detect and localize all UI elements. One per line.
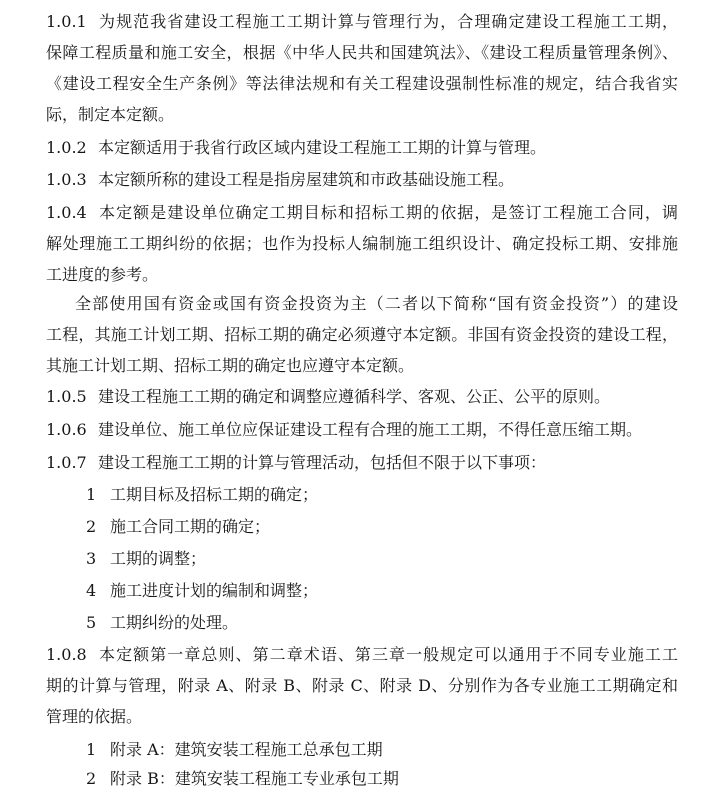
clause-number: 1.0.7 (46, 453, 87, 472)
clause-1-0-7 (46, 447, 678, 478)
clause-line: 解处理施工工期纠纷的依据；也作为投标人编制施工组织设计、确定投标工期、安排施 (46, 234, 678, 253)
clause-line: 1.0.8 本定额第一章总则、第二章术语、第三章一般规定可以通用于不同专业施工工 (46, 639, 678, 670)
clause-number: 1.0.5 (46, 387, 87, 406)
clause-line: 1.0.1 为规范我省建设工程施工工期计算与管理行为，合理确定建设工程施工工期， (46, 6, 678, 37)
list-number: 5 (86, 613, 97, 632)
list-number: 1 (86, 485, 97, 504)
clause-1-0-1 (46, 6, 678, 130)
clause-1-0-3 (46, 164, 678, 195)
clause-1-0-6 (46, 414, 678, 445)
clause-text: 建设单位、施工单位应保证建设工程有合理的施工工期，不得任意压缩工期。 (98, 420, 643, 439)
list-text: 附录 A：建筑安装工程施工总承包工期 (110, 740, 383, 759)
clause-1-0-4-paragraph-2 (46, 288, 678, 381)
clause-line: 期的计算与管理，附录 A、附录 B、附录 C、附录 D、分别作为各专业施工工期确定和 (46, 676, 678, 695)
list-number: 3 (86, 549, 97, 568)
list-number: 4 (86, 581, 97, 600)
clause-line: 工进度的参考。 (46, 265, 159, 284)
list-text: 工期目标及招标工期的确定； (110, 485, 319, 504)
clause-line: 全部使用国有资金或国有资金投资为主（二者以下简称“国有资金投资”）的建设 (75, 294, 678, 313)
clause-1-0-4 (46, 197, 678, 290)
list-text: 工期的调整； (110, 549, 207, 568)
list-number: 2 (86, 769, 97, 788)
list-item (86, 479, 318, 510)
clause-line: 工程，其施工计划工期、招标工期的确定必须遵守本定额。非国有资金投资的建设工程， (46, 325, 678, 344)
clause-1-0-5 (46, 381, 678, 412)
clause-number: 1.0.6 (46, 420, 87, 439)
clause-number: 1.0.4 (46, 203, 87, 222)
clause-line: 际，制定本定额。 (46, 105, 175, 124)
clause-text: 本定额适用于我省行政区域内建设工程施工工期的计算与管理。 (98, 138, 547, 157)
clause-number: 1.0.3 (46, 170, 87, 189)
list-item (86, 575, 318, 606)
list-item (86, 511, 270, 542)
clause-number: 1.0.1 (46, 12, 87, 31)
list-text: 施工进度计划的编制和调整； (110, 581, 319, 600)
list-text: 附录 B：建筑安装工程施工专业承包工期 (110, 769, 399, 788)
list-text: 工期纠纷的处理。 (110, 613, 239, 632)
clause-1-0-8 (46, 639, 678, 732)
list-number: 1 (86, 740, 97, 759)
list-item (86, 607, 238, 638)
clause-text: 建设工程施工工期的计算与管理活动，包括但不限于以下事项： (98, 453, 547, 472)
clause-text: 本定额所称的建设工程是指房屋建筑和市政基础设施工程。 (98, 170, 515, 189)
list-item (86, 734, 383, 765)
clause-number: 1.0.2 (46, 138, 87, 157)
clause-line: 保障工程质量和施工安全，根据《中华人民共和国建筑法》、《建设工程质量管理条例》、 (46, 43, 678, 62)
clause-line: 管理的依据。 (46, 707, 143, 726)
list-text: 施工合同工期的确定； (110, 517, 271, 536)
clause-text: 建设工程施工工期的确定和调整应遵循科学、客观、公正、公平的原则。 (98, 387, 611, 406)
clause-line: 《建设工程安全生产条例》等法律法规和有关工程建设强制性标准的规定，结合我省实 (46, 74, 678, 93)
list-number: 2 (86, 517, 97, 536)
clause-1-0-2 (46, 132, 678, 163)
clause-number: 1.0.8 (46, 645, 87, 664)
clause-line: 其施工计划工期、招标工期的确定也应遵守本定额。 (46, 356, 415, 375)
list-item (86, 543, 206, 574)
list-item (86, 763, 399, 794)
clause-line: 1.0.4 本定额是建设单位确定工期目标和招标工期的依据，是签订工程施工合同，调 (46, 197, 678, 228)
